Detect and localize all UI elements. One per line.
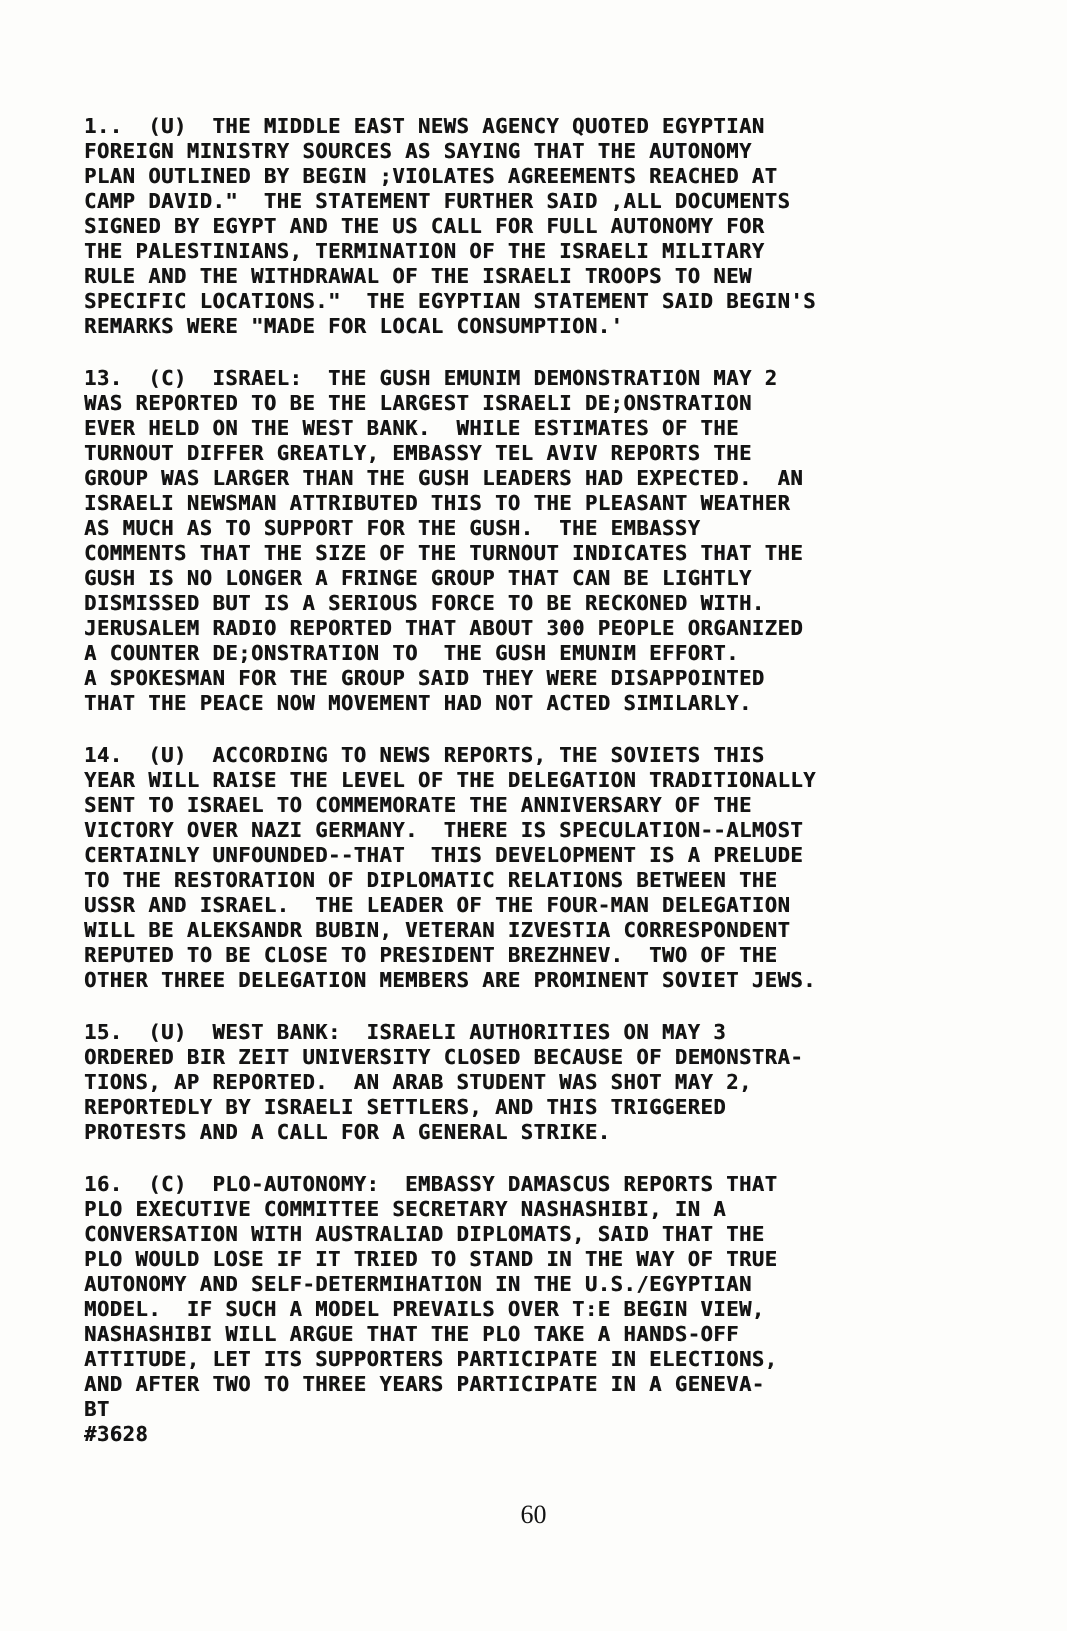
text-line: SPECIFIC LOCATIONS." THE EGYPTIAN STATEMENT SAID BEGIN'S [84,289,816,313]
text-line: GROUP WAS LARGER THAN THE GUSH LEADERS HAD EXPECTED. AN [84,466,804,490]
text-line: PLO WOULD LOSE IF IT TRIED TO STAND IN THE WAY OF TRUE [84,1247,778,1271]
text-line: REPORTEDLY BY ISRAELI SETTLERS, AND THIS TRIGGERED [84,1095,727,1119]
text-line: RULE AND THE WITHDRAWAL OF THE ISRAELI TROOPS TO NEW [84,264,752,288]
text-line: 14. (U) ACCORDING TO NEWS REPORTS, THE SOVIETS THIS [84,743,765,767]
text-line: SIGNED BY EGYPT AND THE US CALL FOR FULL AUTONOMY FOR [84,214,765,238]
text-line: MODEL. IF SUCH A MODEL PREVAILS OVER T:E BEGIN VIEW, [84,1297,765,1321]
text-line: DISMISSED BUT IS A SERIOUS FORCE TO BE RECKONED WITH. [84,591,765,615]
text-line: BT [84,1397,110,1421]
text-line: A SPOKESMAN FOR THE GROUP SAID THEY WERE DISAPPOINTED [84,666,765,690]
text-line: AND AFTER TWO TO THREE YEARS PARTICIPATE IN A GENEVA- [84,1372,765,1396]
text-line: SENT TO ISRAEL TO COMMEMORATE THE ANNIVERSARY OF THE [84,793,752,817]
text-line: ORDERED BIR ZEIT UNIVERSITY CLOSED BECAUSE OF DEMONSTRA- [84,1045,804,1069]
text-line: CONVERSATION WITH AUSTRALIAD DIPLOMATS, SAID THAT THE [84,1222,765,1246]
paragraph-15 [84,1020,964,1145]
text-line: COMMENTS THAT THE SIZE OF THE TURNOUT INDICATES THAT THE [84,541,804,565]
text-line: JERUSALEM RADIO REPORTED THAT ABOUT 300 PEOPLE ORGANIZED [84,616,804,640]
text-line: USSR AND ISRAEL. THE LEADER OF THE FOUR-MAN DELEGATION [84,893,791,917]
paragraph-16 [84,1172,964,1447]
text-line: FOREIGN MINISTRY SOURCES AS SAYING THAT THE AUTONOMY [84,139,752,163]
text-line: #3628 [84,1422,149,1446]
text-line: A COUNTER DE;ONSTRATION TO THE GUSH EMUNIM EFFORT. [84,641,739,665]
text-line: VICTORY OVER NAZI GERMANY. THERE IS SPECULATION--ALMOST [84,818,804,842]
text-line: OTHER THREE DELEGATION MEMBERS ARE PROMINENT SOVIET JEWS. [84,968,816,992]
text-line: 13. (C) ISRAEL: THE GUSH EMUNIM DEMONSTRATION MAY 2 [84,366,778,390]
text-line: WAS REPORTED TO BE THE LARGEST ISRAELI DE;ONSTRATION [84,391,752,415]
document-body [84,114,964,1447]
text-line: YEAR WILL RAISE THE LEVEL OF THE DELEGATION TRADITIONALLY [84,768,816,792]
text-line: TIONS, AP REPORTED. AN ARAB STUDENT WAS SHOT MAY 2, [84,1070,752,1094]
paragraph-13 [84,366,964,716]
text-line: 15. (U) WEST BANK: ISRAELI AUTHORITIES ON MAY 3 [84,1020,727,1044]
text-line: NASHASHIBI WILL ARGUE THAT THE PLO TAKE A HANDS-OFF [84,1322,739,1346]
text-line: THE PALESTINIANS, TERMINATION OF THE ISRAELI MILITARY [84,239,765,263]
text-line: EVER HELD ON THE WEST BANK. WHILE ESTIMATES OF THE [84,416,739,440]
text-line: THAT THE PEACE NOW MOVEMENT HAD NOT ACTED SIMILARLY. [84,691,752,715]
text-line: CERTAINLY UNFOUNDED--THAT THIS DEVELOPMENT IS A PRELUDE [84,843,804,867]
text-line: REMARKS WERE "MADE FOR LOCAL CONSUMPTION.' [84,314,624,338]
text-line: 1.. (U) THE MIDDLE EAST NEWS AGENCY QUOTED EGYPTIAN [84,114,765,138]
text-line: PLAN OUTLINED BY BEGIN ;VIOLATES AGREEMENTS REACHED AT [84,164,778,188]
text-line: AUTONOMY AND SELF-DETERMIHATION IN THE U.S./EGYPTIAN [84,1272,752,1296]
text-line: PLO EXECUTIVE COMMITTEE SECRETARY NASHASHIBI, IN A [84,1197,727,1221]
text-line: WILL BE ALEKSANDR BUBIN, VETERAN IZVESTIA CORRESPONDENT [84,918,791,942]
text-line: PROTESTS AND A CALL FOR A GENERAL STRIKE. [84,1120,611,1144]
text-line: ATTITUDE, LET ITS SUPPORTERS PARTICIPATE IN ELECTIONS, [84,1347,778,1371]
paragraph-14 [84,743,964,993]
text-line: TO THE RESTORATION OF DIPLOMATIC RELATIONS BETWEEN THE [84,868,778,892]
text-line: AS MUCH AS TO SUPPORT FOR THE GUSH. THE EMBASSY [84,516,701,540]
paragraph-12 [84,114,964,339]
text-line: ISRAELI NEWSMAN ATTRIBUTED THIS TO THE PLEASANT WEATHER [84,491,791,515]
text-line: REPUTED TO BE CLOSE TO PRESIDENT BREZHNEV. TWO OF THE [84,943,778,967]
text-line: TURNOUT DIFFER GREATLY, EMBASSY TEL AVIV REPORTS THE [84,441,752,465]
text-line: CAMP DAVID." THE STATEMENT FURTHER SAID ,ALL DOCUMENTS [84,189,791,213]
page-number: 60 [520,1500,547,1529]
text-line: 16. (C) PLO-AUTONOMY: EMBASSY DAMASCUS REPORTS THAT [84,1172,778,1196]
text-line: GUSH IS NO LONGER A FRINGE GROUP THAT CAN BE LIGHTLY [84,566,752,590]
